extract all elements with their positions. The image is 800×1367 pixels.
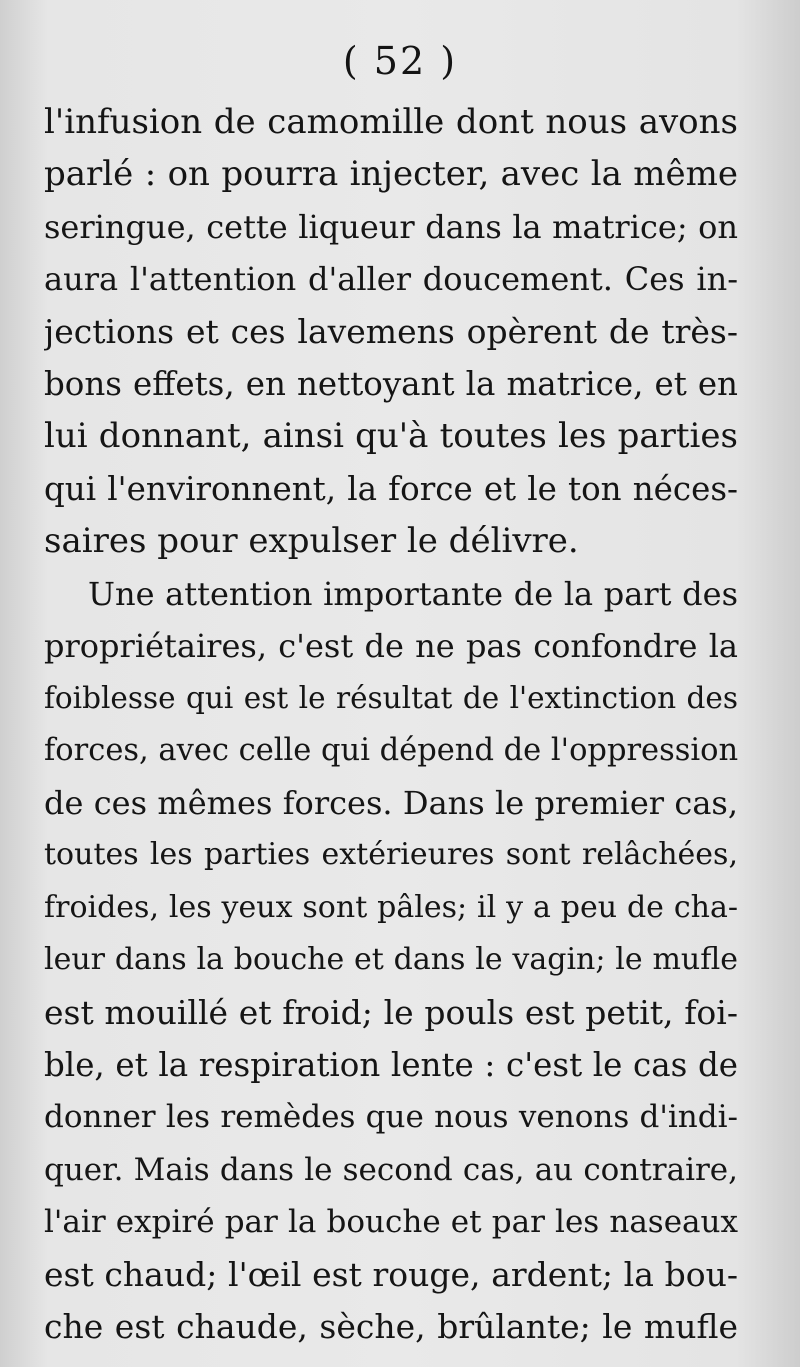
text-line: leur dans la bouche et dans le vagin; le mufle — [44, 942, 738, 978]
body-text — [44, 96, 738, 1353]
text-line: ble, et la respiration lente : c'est le cas de — [44, 1046, 738, 1085]
text-line: donner les remèdes que nous venons d'indi- — [44, 1099, 738, 1136]
text-line: foiblesse qui est le résultat de l'extinction des — [44, 681, 738, 716]
text-line: jections et ces lavemens opèrent de très- — [44, 311, 738, 351]
text-line: propriétaires, c'est de ne pas confondre la — [44, 626, 738, 665]
text-line: seringue, cette liqueur dans la matrice; on — [44, 207, 738, 246]
text-line: l'air expiré par la bouche et par les naseaux — [44, 1204, 738, 1241]
text-line: parlé : on pourra injecter, avec la même — [44, 154, 738, 195]
paragraph-start-line: Une attention importante de la part des — [88, 574, 738, 613]
text-line: aura l'attention d'aller doucement. Ces in- — [44, 260, 738, 299]
text-line: est mouillé et froid; le pouls est petit, foi- — [44, 992, 738, 1032]
text-line: qui l'environnent, la force et le ton néces- — [44, 469, 738, 508]
text-line: toutes les parties extérieures sont relâchées, — [44, 837, 738, 873]
text-line: quer. Mais dans le second cas, au contraire, — [44, 1151, 738, 1188]
text-line: che est chaude, sèche, brûlante; le mufle — [44, 1306, 738, 1346]
text-line: l'infusion de camomille dont nous avons — [44, 102, 738, 142]
text-line: lui donnant, ainsi qu'à toutes les parties — [44, 416, 738, 457]
text-line: forces, avec celle qui dépend de l'oppression — [44, 732, 738, 768]
text-line: est chaud; l'œil est rouge, ardent; la bou- — [44, 1254, 738, 1294]
text-line: de ces mêmes forces. Dans le premier cas, — [44, 784, 738, 823]
text-line: saires pour expulser le délivre. — [44, 521, 579, 562]
text-line: froides, les yeux sont pâles; il y a peu de cha- — [44, 889, 738, 925]
text-line: bons effets, en nettoyant la matrice, et en — [44, 364, 738, 403]
page-number: ( 52 ) — [342, 39, 458, 83]
